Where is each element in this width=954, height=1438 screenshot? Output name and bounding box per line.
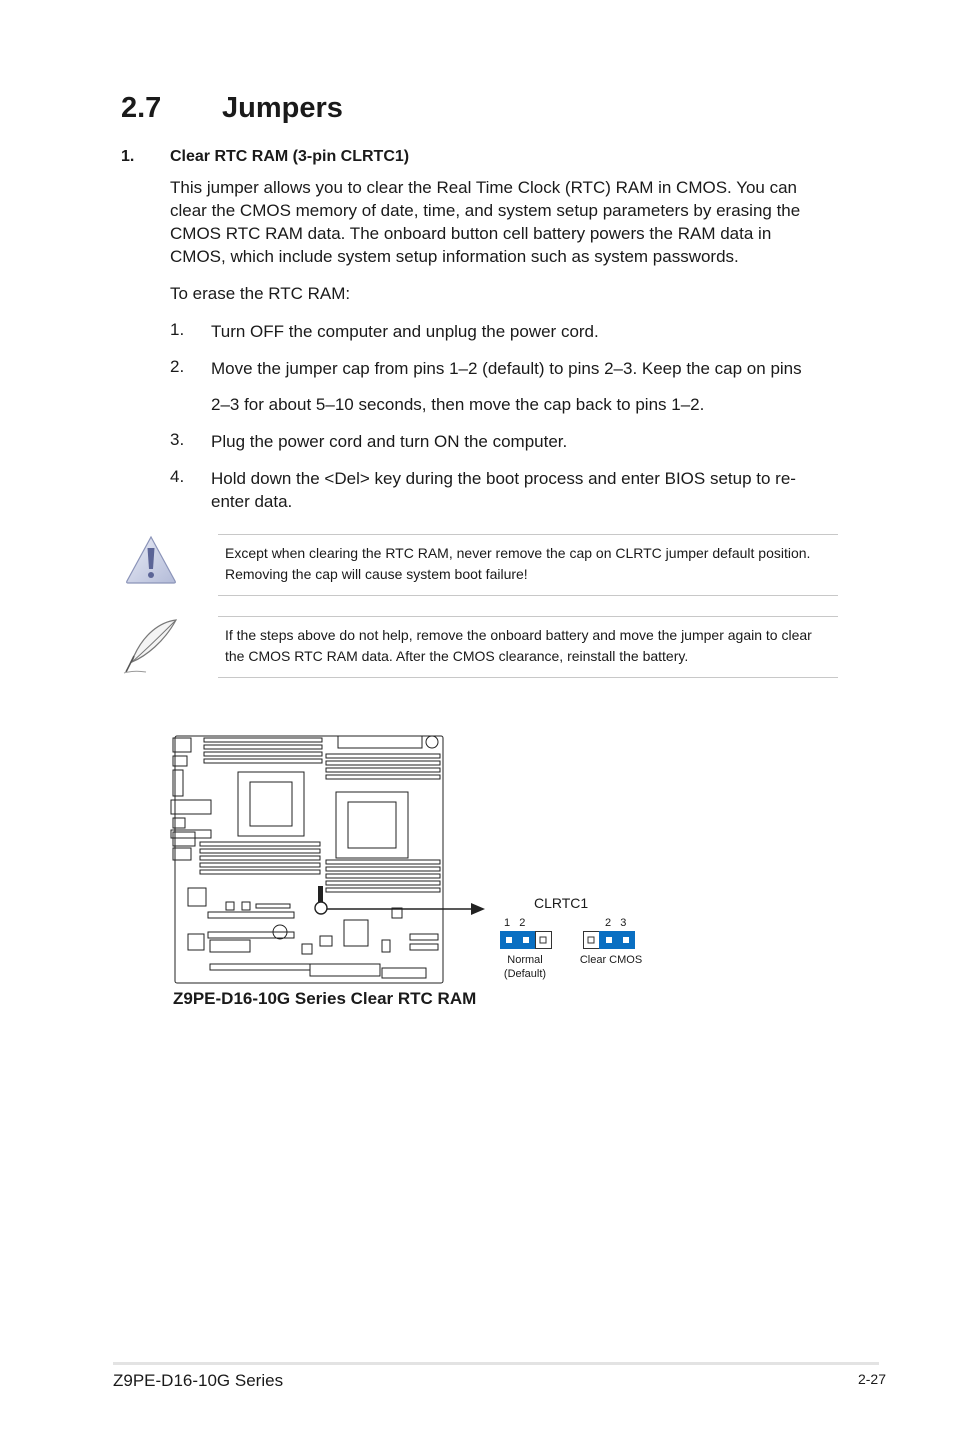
step-1-number: 1. [170,320,185,339]
step-2-text-continued: 2–3 for about 5–10 seconds, then move the cap back to pins 1–2. [211,395,705,414]
step-4-number: 4. [170,467,185,486]
jumper-normal [500,931,552,949]
footer-product-name: Z9PE-D16-10G Series [113,1371,284,1390]
normal-pin-numbers: 1 2 [504,917,526,929]
item-title: Clear RTC RAM (3-pin CLRTC1) [170,148,410,165]
jumper-header-label: CLRTC1 [534,895,589,911]
motherboard-diagram [170,734,450,986]
diagram-title: Z9PE-D16-10G Series Clear RTC RAM [173,989,477,1008]
step-2-text: Move the jumper cap from pins 1–2 (default) to pins 2–3. Keep the cap on pins [211,359,802,378]
page-number: 2-27 [857,1371,886,1387]
clear-cmos-label: Clear CMOS [579,954,643,966]
steps-intro: To erase the RTC RAM: [170,284,351,303]
info-note-text: If the steps above do not help, remove the onboard battery and move the jumper again to clear the CMOS RTC RAM data. After the CMOS clearance, reinstall the battery. [225,627,812,664]
item-description: This jumper allows you to clear the Real Time Clock (RTC) RAM in CMOS. You can clear the CMOS memory of date, time, and system setup parameters by erasing the CMOS RTC RAM data. The onboard button cell battery powers the RAM data in CMOS, which include system setup information such as system passwords. [170,178,801,266]
warning-note-text: Except when clearing the RTC RAM, never remove the cap on CLRTC jumper default position. Removing the cap will cause system boot failure! [225,545,811,582]
jumper-clear-cmos [583,931,635,949]
warning-icon [124,534,178,586]
step-2-number: 2. [170,357,185,376]
feather-pen-icon [120,616,180,676]
footer-divider [113,1362,879,1365]
normal-label: Normal [507,954,543,966]
info-note [218,616,838,678]
item-number: 1. [121,148,135,165]
motherboard-layout-graphic [170,734,450,986]
default-label: (Default) [503,968,547,980]
pointer-arrow [327,902,485,916]
step-3-text: Plug the power cord and turn ON the computer. [211,432,568,451]
section-title: Jumpers [222,92,343,124]
step-3-number: 3. [170,430,185,449]
warning-note [218,534,838,596]
clear-pin-numbers: 2 3 [605,917,627,929]
step-4-text: Hold down the <Del> key during the boot process and enter BIOS setup to re-enter data. [211,469,796,511]
step-1-text: Turn OFF the computer and unplug the power cord. [211,322,599,341]
section-number: 2.7 [121,92,162,124]
